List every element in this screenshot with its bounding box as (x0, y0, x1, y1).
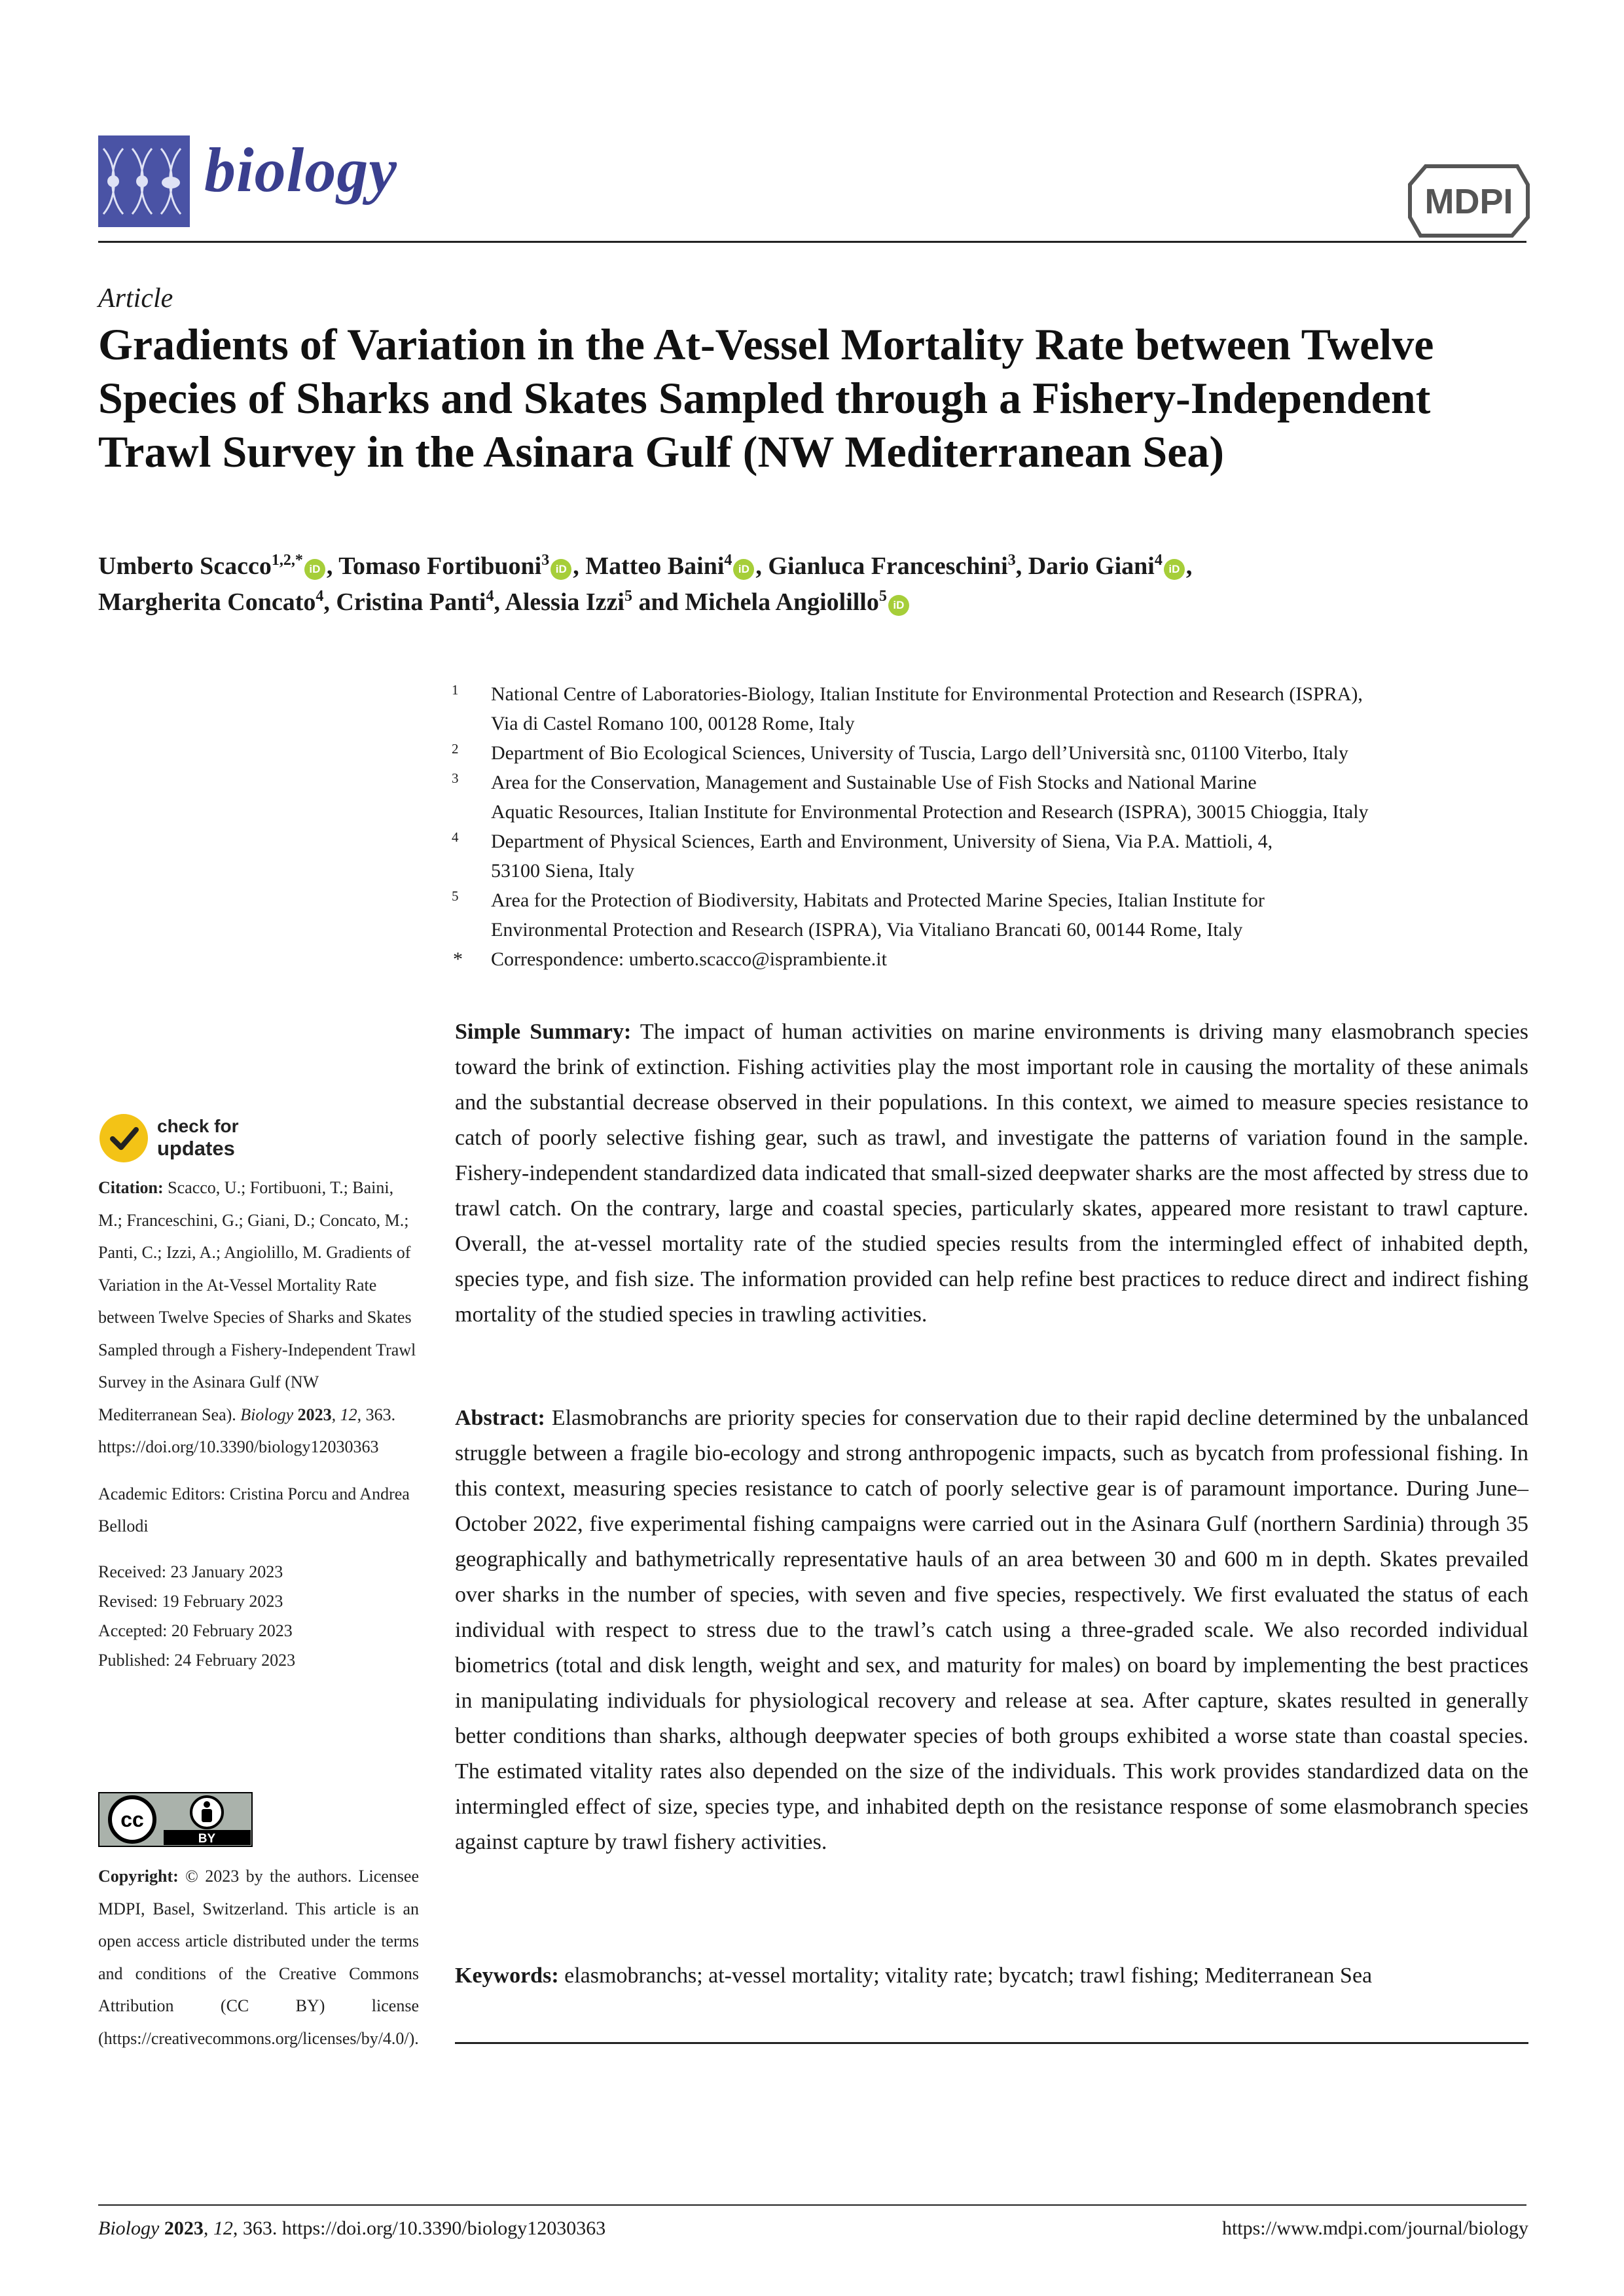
keywords (455, 1958, 1528, 1994)
journal-name: biology (204, 135, 397, 205)
body-rule (455, 2042, 1528, 2044)
footer-journal-url[interactable]: https://www.mdpi.com/journal/biology (1221, 2217, 1528, 2239)
affiliation-line: 53100 Siena, Italy (491, 860, 635, 882)
orcid-icon[interactable]: iD (304, 559, 325, 580)
copyright-label: Copyright: (98, 1867, 179, 1886)
article-title: Gradients of Variation in the At-Vessel Mortality Rate between Twelve Species of Sharks and Skates Sampled through a Fishery-Independent Trawl Survey in the Asinara Gulf (NW Mediterranean Sea) (98, 319, 1434, 476)
affiliations (445, 679, 1545, 974)
check-for-updates-button[interactable] (98, 1113, 268, 1165)
abstract-text: Elasmobranchs are priority species for conservation due to their rapid decline determined by the unbalanced struggle between a fragile bio-ecology and strong anthropogenic impacts, such as bycatch from professional fishing. In this context, measuring species resistance to catch of poorly selective gear is of paramount importance. During June–October 2022, five experimental fishing campaigns were carried out in the Asinara Gulf (northern Sardinia) through 35 geographically and bathymetrically representative hauls of an area between 30 and 600 m in depth. Skates prevailed over sharks in the number of species, with seven and five species, respectively. We first evaluated the status of each individual with respect to stress due to the trawl’s catch using a three-graded scale. We also recorded individual biometrics (total and disk length, weight and sex, and maturity for males) on board by implementing the best practices in manipulating individuals for physiological recovery and release at sea. After capture, skates resulted in generally better conditions than sharks, although deepwater species of both groups exhibited a worse state than coastal species. The estimated vitality rates also depended on the size of the individuals. This work provides standardized data on the intermingled effect of size, species type, and inhabited depth on the resistance response of some elasmobranch species against capture by trawl fishery activities. (455, 1406, 1528, 1854)
author-affiliation-sup: 4 (1154, 552, 1163, 569)
affiliation (445, 768, 1545, 827)
citation-journal: Biology (240, 1405, 294, 1424)
author: Michela Angiolillo (685, 588, 879, 616)
affiliation-number: 5 (452, 888, 459, 904)
check-updates-line2: updates (157, 1137, 235, 1160)
affiliation-line: Area for the Protection of Biodiversity, Habitats and Protected Marine Species, Italian Institute for (491, 889, 1265, 911)
affiliation-number: 2 (452, 741, 459, 757)
affiliation-line: Environmental Protection and Research (ISPRA), Via Vitaliano Brancati 60, 00144 Rome, Italy (491, 919, 1243, 941)
author: Umberto Scacco (98, 552, 272, 580)
author: Alessia Izzi (505, 588, 624, 616)
author-list: Umberto Scacco$^{1,2,*}$iD , Tomaso Fortibuoni$^3$iD , Matteo Baini$^4$iD , Gianluca Franceschini$^3$, Dario Giani$^4$iD , Margherita Concato$^4$, Cristina Panti$^4$, Alessia Izzi$^5$ and Michela Angiolillo$^5$iD (98, 552, 1193, 616)
header-rule (98, 241, 1526, 243)
affiliation-line: Aquatic Resources, Italian Institute for Environmental Protection and Research (ISPRA), 30015 Chioggia, Italy (491, 801, 1369, 823)
abstract (455, 1401, 1528, 1860)
affiliation-number: 3 (452, 770, 459, 786)
author: Gianluca Franceschini (768, 552, 1008, 580)
affiliation-line: Department of Physical Sciences, Earth and Environment, University of Siena, Via P.A. Mattioli, 4, (491, 831, 1273, 852)
orcid-icon[interactable]: iD (550, 559, 571, 580)
affiliation (445, 886, 1545, 944)
abstract-label: Abstract: (455, 1406, 545, 1430)
author-affiliation-sup: 5 (878, 588, 887, 605)
author: Dario Giani (1028, 552, 1155, 580)
author-affiliation-sup: 3 (541, 552, 550, 569)
article-type: Article (98, 283, 173, 314)
author-affiliation-sup: 4 (486, 588, 494, 605)
author-affiliation-sup: 4 (724, 552, 732, 569)
author: Tomaso Fortibuoni (338, 552, 542, 580)
author-affiliation-sup: 1,2,* (271, 552, 303, 569)
correspondence (445, 944, 1545, 974)
correspondence-text: Correspondence: umberto.scacco@isprambiente.it (491, 948, 887, 970)
affiliation (445, 679, 1545, 738)
publisher-name: MDPI (1424, 182, 1513, 221)
affiliation (445, 827, 1545, 886)
affiliation-line: Via di Castel Romano 100, 00128 Rome, Italy (491, 713, 855, 734)
author-affiliation-sup: 5 (624, 588, 632, 605)
cc-by-license-icon[interactable] (98, 1792, 253, 1847)
citation: Citation: Scacco, U.; Fortibuoni, T.; Baini, M.; Franceschini, G.; Giani, D.; Concato, M.; Panti, C.; Izzi, A.; Angiolillo, M. Gradients of Variation in the At-Vessel Mortality Rate between Twelve Species of Sharks and Skates Sampled through a Fishery-Independent Trawl Survey in the Asinara Gulf (NW Mediterranean Sea). Biology 2023, 12, 363. https://doi.org/10.3390/biology12030363 (98, 1178, 416, 1456)
affiliation-number: 1 (452, 682, 459, 698)
footer-doi-link[interactable]: , 363. https://doi.org/10.3390/biology12030363 (232, 2217, 606, 2239)
correspondence-mark: * (453, 948, 463, 970)
date-accepted: Accepted: 20 February 2023 (98, 1621, 293, 1640)
copyright-notice: Copyright: © 2023 by the authors. Licensee MDPI, Basel, Switzerland. This article is an open access article distributed under the terms and conditions of the Creative Commons Attribution (CC BY) license (https://creativecommons.org/licenses/by/4.0/). (98, 1867, 419, 2048)
author-affiliation-sup: 4 (316, 588, 324, 605)
affiliation-number: 4 (452, 829, 459, 845)
publisher-logo-icon (1406, 152, 1530, 238)
journal-logo-icon (98, 135, 190, 227)
article-info (98, 1172, 419, 1675)
author: Cristina Panti (336, 588, 486, 616)
author-affiliation-sup: 3 (1007, 552, 1016, 569)
orcid-icon[interactable]: iD (888, 595, 909, 616)
author: Margherita Concato (98, 588, 316, 616)
check-updates-icon (98, 1113, 149, 1164)
affiliation-line: Area for the Conservation, Management and Sustainable Use of Fish Stocks and National Marine (491, 772, 1257, 793)
cc-label: cc (120, 1808, 144, 1831)
citation-label: Citation: (98, 1178, 164, 1197)
academic-editors: Academic Editors: Cristina Porcu and Andrea Bellodi (98, 1484, 410, 1535)
simple-summary (455, 1014, 1528, 1333)
simple-summary-label: Simple Summary: (455, 1020, 632, 1044)
footer-rule (98, 2204, 1526, 2206)
keywords-label: Keywords: (455, 1964, 559, 1988)
by-label: BY (198, 1832, 216, 1846)
orcid-icon[interactable]: iD (1164, 559, 1185, 580)
simple-summary-text: The impact of human activities on marine environments is driving many elasmobranch species toward the brink of extinction. Fishing activities play the most important role in causing the mortality of these animals and the substantial decrease observed in their populations. In this context, we aimed to measure species resistance to catch of poorly selective fishing gear, such as trawl, and investigate the patterns of variation found in the sample. Fishery-independent standardized data indicated that small-sized deepwater sharks are the most affected by stress due to trawl catch. On the contrary, large and coastal species, particularly skates, appeared more resistant to trawl capture. Overall, the at-vessel mortality rate of the studied species results from the intermingled effect of inhabited depth, species type, and fish size. The information provided can help refine best practices to reduce direct and indirect fishing mortality of the studied species in trawling activities. (455, 1020, 1529, 1327)
date-received: Received: 23 January 2023 (98, 1562, 283, 1581)
affiliation-line: Department of Bio Ecological Sciences, University of Tuscia, Largo dell’Università snc, 01100 Viterbo, Italy (491, 742, 1348, 764)
orcid-icon[interactable]: iD (733, 559, 754, 580)
affiliation (445, 738, 1545, 768)
affiliation-line: National Centre of Laboratories-Biology, Italian Institute for Environmental Protection and Research (ISPRA), (491, 683, 1363, 705)
check-updates-line1: check for (157, 1116, 239, 1136)
date-revised: Revised: 19 February 2023 (98, 1591, 283, 1611)
footer-citation: Biology 2023, 12, 363. https://doi.org/10.3390/biology12030363 (98, 2217, 606, 2239)
author: Matteo Baini (585, 552, 725, 580)
date-published: Published: 24 February 2023 (98, 1650, 296, 1670)
keywords-text: elasmobranchs; at-vessel mortality; vitality rate; bycatch; trawl fishing; Mediterranean Sea (558, 1964, 1373, 1988)
